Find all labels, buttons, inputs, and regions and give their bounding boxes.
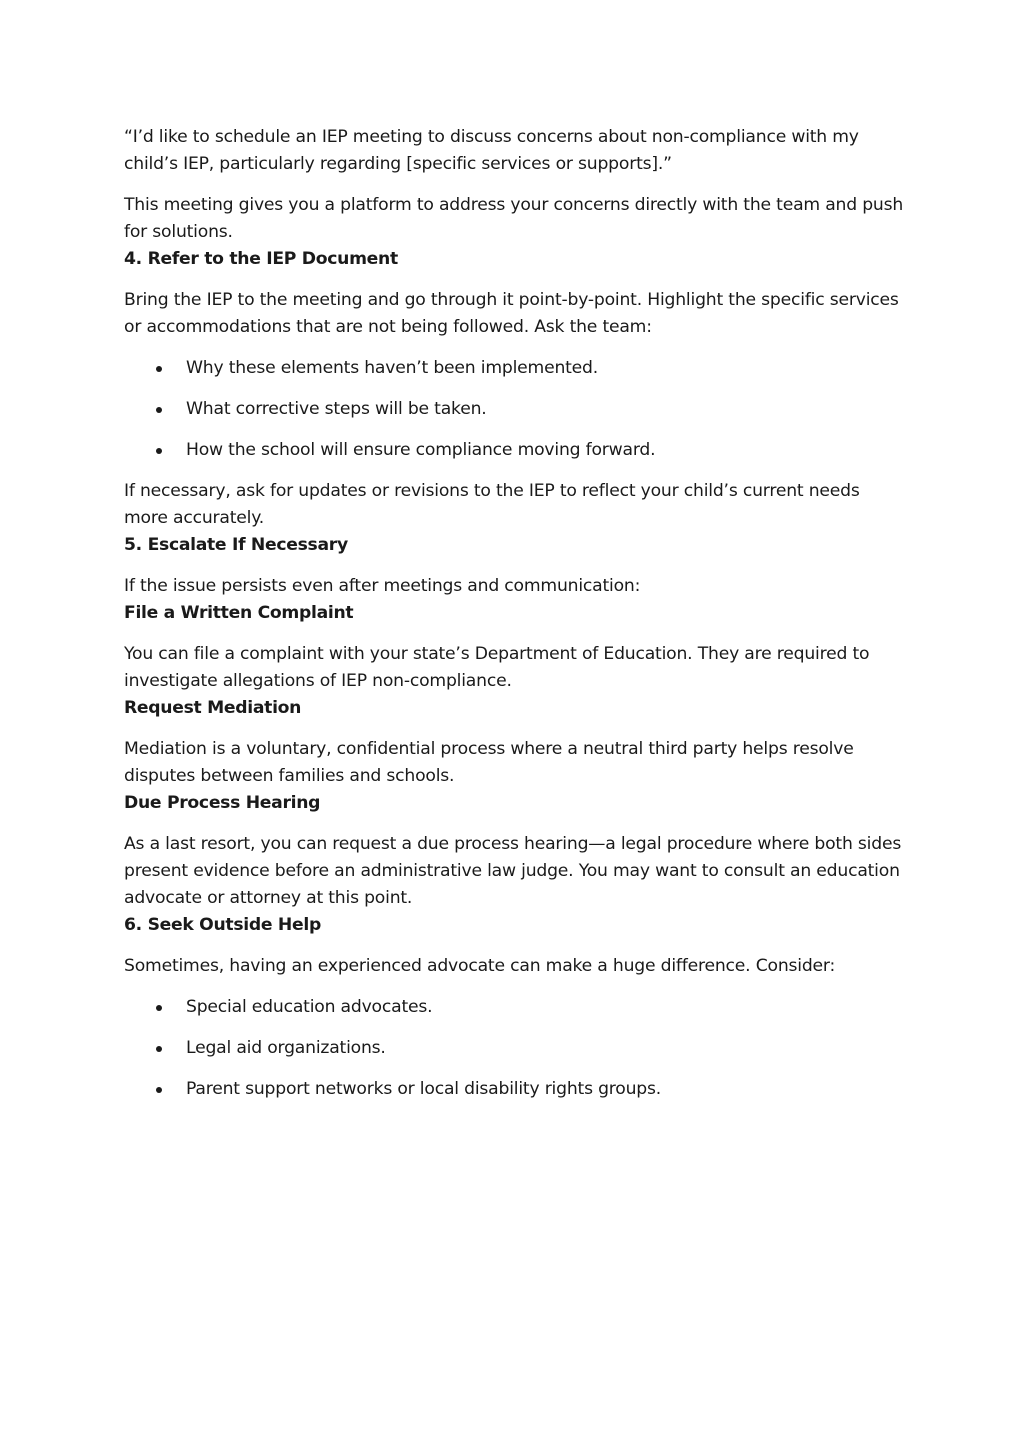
list-item — [124, 355, 904, 382]
intro-paragraph: This meeting gives you a platform to address your concerns directly with the team and push for solutions. — [124, 195, 904, 242]
list-item-text: How the school will ensure compliance moving forward. — [186, 440, 656, 460]
section-5-intro: If the issue persists even after meetings and communication: — [124, 576, 641, 596]
document-body — [124, 124, 904, 1103]
bullet-icon — [156, 448, 162, 454]
section-6-intro: Sometimes, having an experienced advocate can make a huge difference. Consider: — [124, 956, 836, 976]
hearing-paragraph: As a last resort, you can request a due process hearing—a legal procedure where both sides present evidence before an administrative law judge. You may want to consult an education advocate or attorney at this point. — [124, 834, 902, 908]
list-item — [124, 437, 904, 464]
section-4-closing-paragraph: If necessary, ask for updates or revisions to the IEP to reflect your child’s current needs more accurately. — [124, 481, 860, 528]
hearing-subheading: Due Process Hearing — [124, 793, 321, 813]
section-4-bullet-list — [124, 355, 904, 464]
list-item-text: Special education advocates. — [186, 997, 433, 1017]
section-6-heading: 6. Seek Outside Help — [124, 915, 321, 935]
complaint-subheading: File a Written Complaint — [124, 603, 354, 623]
intro-quote: “I’d like to schedule an IEP meeting to discuss concerns about non-compliance with my child’s IEP, particularly regarding [specific services or supports].” — [124, 127, 859, 174]
list-item — [124, 1076, 904, 1103]
bullet-icon — [156, 1005, 162, 1011]
list-item — [124, 1035, 904, 1062]
list-item-text: Why these elements haven’t been implemented. — [186, 358, 599, 378]
list-item — [124, 994, 904, 1021]
mediation-paragraph: Mediation is a voluntary, confidential process where a neutral third party helps resolve disputes between families and schools. — [124, 739, 854, 786]
bullet-icon — [156, 407, 162, 413]
list-item-text: Parent support networks or local disability rights groups. — [186, 1079, 662, 1099]
mediation-subheading: Request Mediation — [124, 698, 302, 718]
list-item-text: Legal aid organizations. — [186, 1038, 386, 1058]
list-item-text: What corrective steps will be taken. — [186, 399, 487, 419]
section-4-paragraph: Bring the IEP to the meeting and go through it point-by-point. Highlight the specific services or accommodations that are not being followed. Ask the team: — [124, 290, 899, 337]
list-item — [124, 396, 904, 423]
section-6-bullet-list — [124, 994, 904, 1103]
bullet-icon — [156, 1087, 162, 1093]
complaint-paragraph: You can file a complaint with your state’s Department of Education. They are required to investigate allegations of IEP non-compliance. — [124, 644, 870, 691]
section-4-heading: 4. Refer to the IEP Document — [124, 249, 398, 269]
bullet-icon — [156, 366, 162, 372]
bullet-icon — [156, 1046, 162, 1052]
section-5-heading: 5. Escalate If Necessary — [124, 535, 348, 555]
